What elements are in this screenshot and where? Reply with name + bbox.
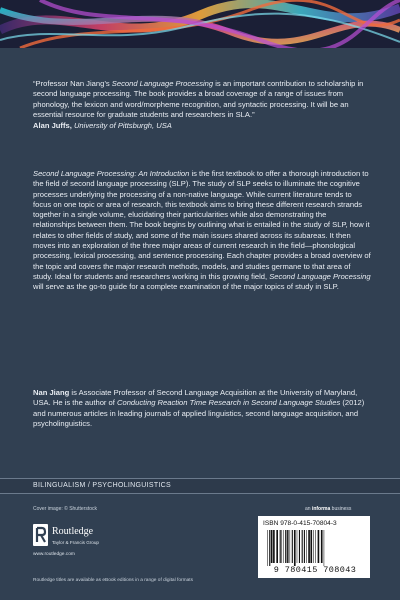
barcode-bar	[273, 530, 275, 563]
barcode-bar	[297, 530, 298, 563]
barcode-bar	[324, 530, 325, 566]
barcode-bar	[271, 530, 273, 563]
isbn-number: ISBN 978-0-415-70804-3	[263, 520, 337, 527]
barcode-bar	[292, 530, 293, 563]
informa-business-label: an informa business	[305, 506, 352, 512]
barcode-bar	[321, 530, 323, 563]
barcode-bar	[290, 530, 291, 563]
quote-text: “Professor Nan Jiang’s Second Language Processing is an important contribution to scholarship in second language processing. The book provides a broad coverage of a range of issues from phonology, the lexicon and word/morpheme recognition, and syntactic processing. It will be an essential resource for graduate students and researchers in SLA.”	[33, 79, 364, 120]
barcode-bar	[304, 530, 305, 563]
routledge-mark-icon	[33, 524, 48, 546]
barcode-bar	[313, 530, 314, 563]
publisher-url: www.routledge.com	[33, 552, 75, 557]
barcode-bar	[267, 530, 268, 566]
barcode-bar	[308, 530, 310, 563]
publisher-logo	[33, 522, 133, 566]
barcode-bar	[288, 530, 289, 563]
barcode-bar	[283, 530, 284, 563]
publisher-name: Routledge	[52, 526, 94, 537]
barcode-bar	[281, 530, 282, 563]
quote-author: Alan Juffs	[33, 120, 70, 130]
subject-category-bar	[0, 478, 400, 494]
barcode-bar	[310, 530, 312, 563]
author-bio: Nan Jiang is Associate Professor of Second Language Acquisition at the University of Maryland, USA. He is the author of Conducting Reaction Time Research in Second Language Studies (2012) and numerous articles in leading journals of applied linguistics, second language acquisition, and psycholinguistics.	[33, 388, 365, 428]
author-name: Nan Jiang	[33, 388, 70, 397]
barcode-bar	[315, 530, 316, 563]
barcode-bar	[287, 530, 288, 563]
barcode-bar	[285, 530, 286, 563]
ean-digits: 9 780415 708043	[273, 565, 357, 575]
barcode-bar	[280, 530, 281, 563]
endorsement-quote	[33, 79, 367, 131]
isbn-barcode	[258, 516, 370, 578]
barcode-bar	[294, 530, 296, 566]
quote-affiliation: University of Pittsburgh, USA	[73, 120, 172, 130]
barcode-bars-icon	[266, 530, 364, 566]
barcode-bar	[269, 530, 270, 566]
abstract-swirl-image	[0, 0, 400, 48]
book-description: Second Language Processing: An Introduction is the first textbook to offer a thorough introduction to the field of second language processing (SLP). The study of SLP seeks to illuminate the cognitive processes underlying the processing of a non-native language. While current literature tends to focus on one topic or area of research, this textbook aims to bring these different research strands together in a single volume, elucidating their particularities while also demonstrating the relationships between them. The book begins by outlining what is entailed in the study of SLP, how it relates to other fields of study, and some of the main issues shared across its subareas. It then moves into an exploration of the three major areas of current research in the field—phonological processing, lexical processing, and sentence processing. Each chapter provides a broad overview of the topic and covers the major research methods, models, and studies germane to that area of study. Ideal for students and researchers working in this growing field, Second Language Processing will serve as the go-to guide for a complete examination of the major topics of study in SLP.	[33, 169, 371, 292]
cover-image-strip	[0, 0, 400, 48]
barcode-bar	[318, 530, 320, 563]
subject-category: BILINGUALISM / PSYCHOLINGUISTICS	[33, 482, 171, 489]
barcode-bar	[276, 530, 278, 563]
cover-image-credit: Cover image: © Shutterstock	[33, 506, 97, 512]
book-title: Second Language Processing: An Introduction	[33, 169, 190, 178]
barcode-bar	[302, 530, 303, 563]
quote-attribution: Alan Juffs, University of Pittsburgh, USA	[33, 120, 172, 130]
publisher-group: Taylor & Francis Group	[52, 540, 99, 545]
barcode-bar	[299, 530, 300, 563]
ebook-availability-note: Routledge titles are available as eBook editions in a range of digital formats	[33, 578, 193, 583]
barcode-bar	[306, 530, 307, 563]
